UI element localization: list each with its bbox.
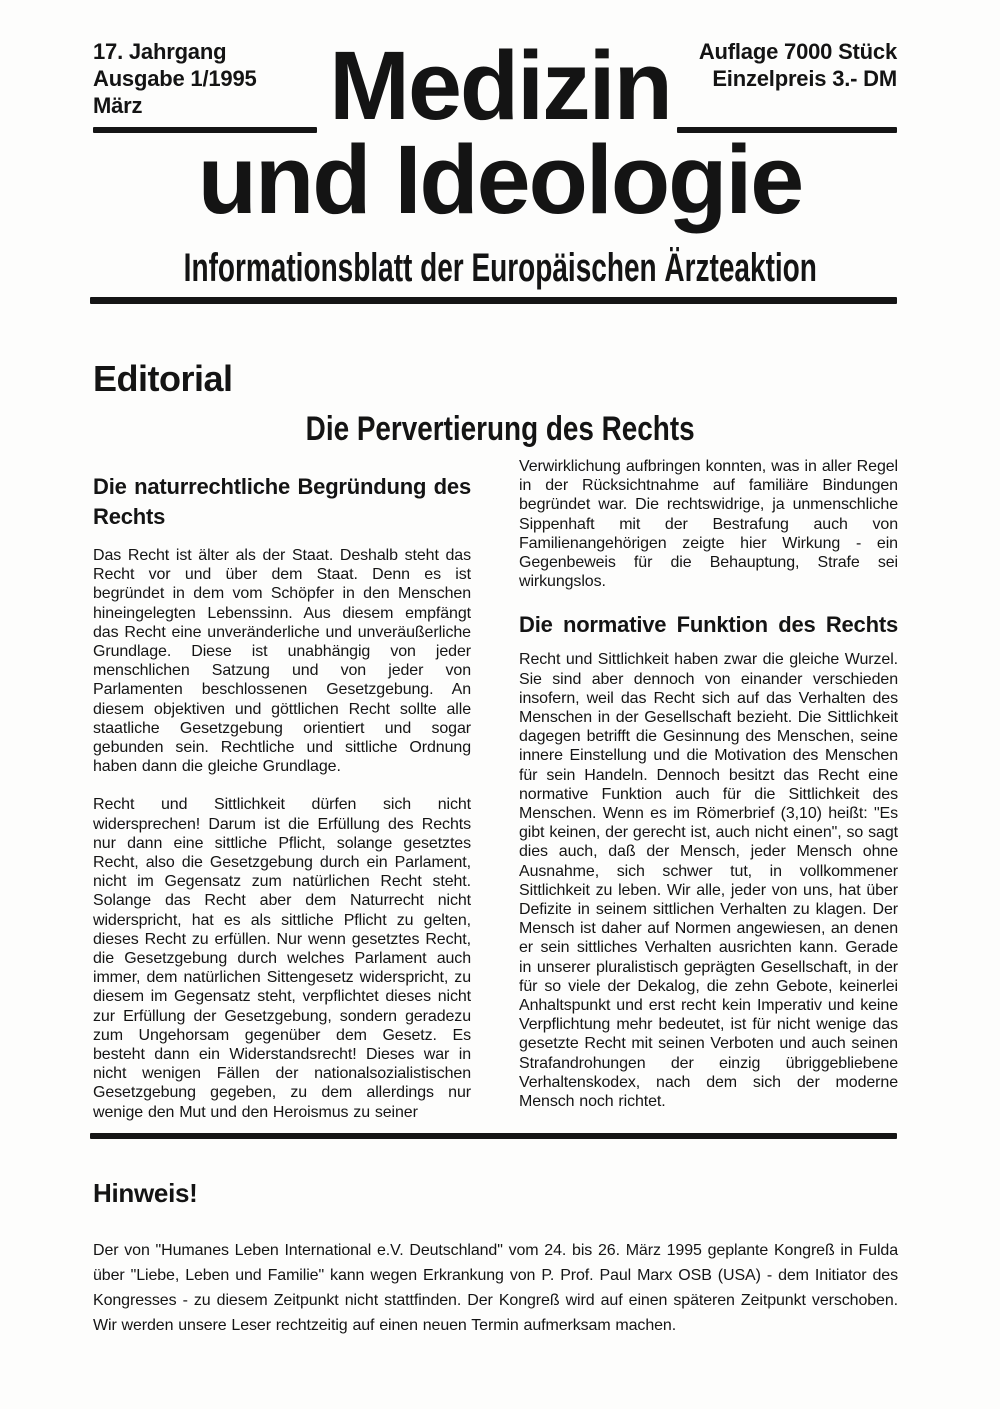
newsletter-subtitle-text: Informationsblatt der Europäischen Ärzteaktion — [183, 246, 817, 290]
issue-month: März — [93, 93, 143, 118]
left-column-heading-line1: Die naturrechtliche Begründung des — [93, 474, 471, 499]
circulation-count: Auflage 7000 Stück — [698, 39, 897, 64]
left-column-heading-line2: Rechts — [93, 504, 166, 529]
issue-volume: 17. Jahrgang — [93, 39, 227, 64]
right-column-heading-text: Die normative Funktion des Rechts — [519, 612, 898, 638]
newsletter-title-line1: Medizin — [329, 31, 671, 140]
notice-body: Der von "Humanes Leben International e.V. Deutschland" vom 24. bis 26. März 1995 geplante Kongreß in Fulda über "Liebe, Leben und Familie" kann wegen Erkrankung von P. Prof. Paul Marx OSB (USA) - dem Initiator des Kongresses - zu diesem Zeitpunkt nicht stattfinden. Der Kongreß wird auf einen späteren Zeitpunkt verschoben. Wir werden unsere Leser rechtzeitig auf einen neuen Termin aufmerksam machen. — [93, 1242, 898, 1334]
right-column-paragraph-1: Verwirklichung aufbringen konnten, was in aller Regel in der Rücksichtnahme auf familiäre Bindungen begründet war. Die rechtswidrige, ja unmenschliche Sippenhaft mit der Bestrafung auch von Familienangehörigen zeigte hier Wirkung - ein Gegenbeweis für die Behauptung, Strafe sei wirkungslos. — [519, 458, 898, 591]
newsletter-subtitle — [0, 246, 1000, 290]
left-column-paragraph-2: Recht und Sittlichkeit dürfen sich nicht widersprechen! Darum ist die Erfüllung des Rechts nur dann eine sittliche Pflicht, solange gesetztes Recht, also die Gesetzgebung durch ein Parlament, nicht im Gegensatz zum natürlichen Recht steht. Solange das Recht aber dem Naturrecht nicht widerspricht, hat es als sittliche Pflicht zu gelten, dieses Recht zu erfüllen. Nur wenn gesetztes Recht, die Gesetzgebung durch welches Parlament auch immer, dem natürlichen Sittengesetz widerspricht, zu diesem im Gegensatz steht, verpflichtet dieses nicht zur Erfüllung der Gesetzgebung, sondern geradezu zum Ungehorsam gegenüber dem Gesetz. Es besteht dann ein Widerstandsrecht! Dieses war in nicht wenigen Fällen der nationalsozialistischen Gesetzgebung gegeben, zu dem allerdings nur wenige den Mut und den Heroismus zu seiner — [93, 796, 471, 1121]
single-price: Einzelpreis 3.- DM — [712, 66, 897, 91]
issue-number: Ausgabe 1/1995 — [93, 66, 257, 91]
editorial-right-column — [519, 457, 898, 1130]
left-column-heading — [93, 472, 471, 532]
notice-divider-rule — [90, 1133, 897, 1139]
notice-heading: Hinweis! — [93, 1178, 198, 1208]
newsletter-title-line2: und Ideologie — [197, 125, 803, 234]
editorial-left-column — [93, 472, 471, 1141]
section-label-editorial: Editorial — [93, 358, 233, 399]
masthead-divider-rule — [90, 297, 897, 304]
left-column-paragraph-1: Das Recht ist älter als der Staat. Deshalb steht das Recht vor und über dem Staat. Denn es ist begründet in dem vom Schöpfer in den Menschen hineingelegten Lebenssinn. Aus diesem empfängt das Recht eine unveränderliche und unveräußerliche Grundlage. Diese ist unabhängig von jeder menschlichen Satzung und von jeder von Parlamenten beschlossenen Gesetzgebung. An diesem objektiven und göttlichen Recht sollte alle staatliche Gesetzgebung orientiert und sogar gebunden sein. Rechtliche und sittliche Ordnung haben dann die gleiche Grundlage. — [93, 547, 471, 776]
article-title-text: Die Pervertierung des Rechts — [305, 410, 695, 448]
right-column-paragraph-2: Recht und Sittlichkeit haben zwar die gleiche Wurzel. Sie sind aber dennoch von einander verschieden insofern, weil das Recht sich auf das Verhalten des Menschen in der Gesellschaft bezieht. Die Sittlichkeit dagegen betrifft die Gesinnung des Menschen, seine innere Einstellung und die Motivation des Menschen für sein Handeln. Dennoch besitzt das Recht eine normative Funktion auch für die Sittlichkeit des Menschen. Wenn es im Römerbrief (3,10) heißt: "Es gibt keinen, der gerecht ist, auch nicht einen", so sagt dies auch, daß der Mensch, jeder Mensch ohne Ausnahme, sich schwer tut, in vollkommener Sittlichkeit zu leben. Wir alle, jeder von uns, hat über Defizite in seinem sittlichen Verhalten zu klagen. Der Mensch ist daher auf Normen angewiesen, an denen er sein sittliches Verhalten ausrichten kann. Gerade in unserer pluralistisch geprägten Gesellschaft, in der für so viele der Dekalog, die zehn Gebote, keinerlei Anhaltspunkt und erst recht kein Imperativ und keine Verpflichtung mehr bedeutet, ist für nicht wenige das gesetzte Recht mit seinen Verboten und auch seinen Strafandrohungen der einzig übriggebliebene Verhaltenskodex, nach dem sich der moderne Mensch noch richtet. — [519, 651, 898, 1111]
article-title — [0, 410, 1000, 449]
right-column-heading — [519, 610, 898, 640]
